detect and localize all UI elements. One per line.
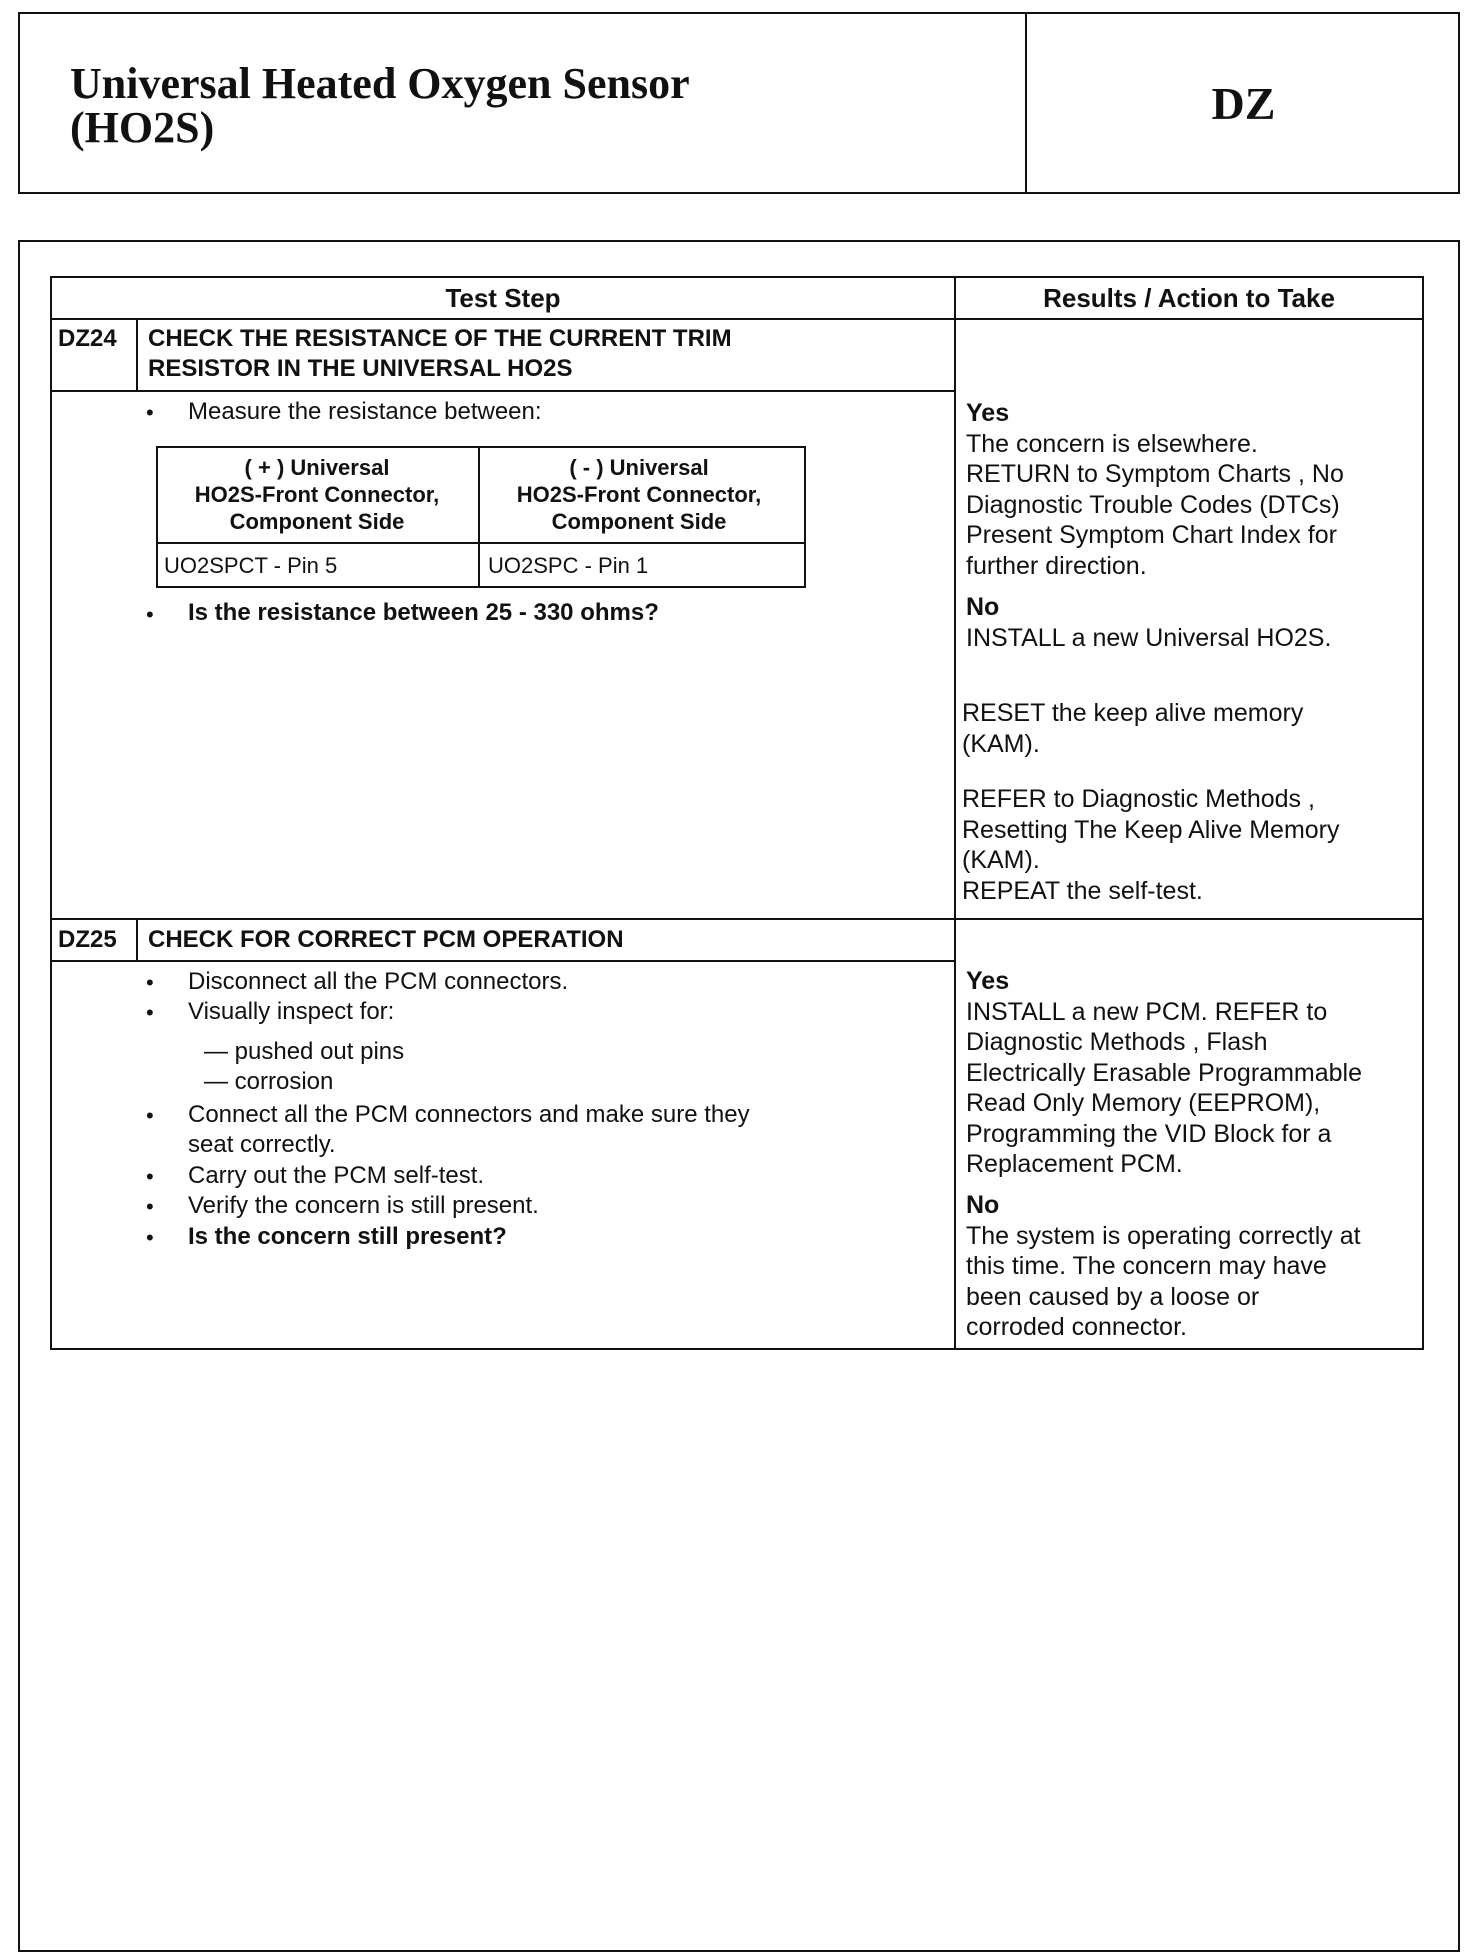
dz25-title: CHECK FOR CORRECT PCM OPERATION bbox=[148, 926, 624, 953]
dz24-no-result bbox=[966, 592, 1331, 653]
result-line: been caused by a loose or bbox=[966, 1282, 1260, 1311]
dz25-no-result bbox=[966, 1190, 1361, 1343]
measurement-value-positive: UO2SPCT - Pin 5 bbox=[164, 553, 338, 578]
dz25-sub2: — corrosion bbox=[204, 1068, 334, 1095]
dz25-bullet2: Visually inspect for: bbox=[188, 998, 395, 1025]
dz24-yes-label: Yes bbox=[966, 399, 1010, 427]
result-line: corroded connector. bbox=[966, 1313, 1187, 1341]
dz25-no-label: No bbox=[966, 1191, 1000, 1219]
result-line: Resetting The Keep Alive Memory bbox=[962, 815, 1340, 844]
step-id-dz25: DZ25 bbox=[58, 926, 117, 953]
bullet-icon: • bbox=[146, 1194, 154, 1219]
result-line: this time. The concern may have bbox=[966, 1252, 1327, 1280]
result-line: Present Symptom Chart Index for bbox=[966, 521, 1337, 549]
result-line: Programming the VID Block for a bbox=[966, 1119, 1332, 1148]
result-line: Diagnostic Trouble Codes (DTCs) bbox=[966, 490, 1340, 519]
dz24-refer-instruction bbox=[962, 784, 1340, 906]
neg-head-line2: HO2S-Front Connector, bbox=[516, 482, 762, 507]
dz25-bullet3-line2: seat correctly. bbox=[188, 1131, 336, 1158]
measurement-table bbox=[156, 446, 806, 588]
page-header bbox=[18, 12, 1460, 194]
dz24-yes-result bbox=[966, 398, 1344, 581]
bullet-icon: • bbox=[146, 400, 154, 425]
bullet-icon: • bbox=[146, 1103, 154, 1128]
dz25-question: Is the concern still present? bbox=[188, 1223, 507, 1250]
result-line: Read Only Memory (EEPROM), bbox=[966, 1089, 1321, 1117]
pos-head-line3: Component Side bbox=[229, 509, 405, 534]
table-left-border bbox=[50, 276, 52, 1350]
table-header-divider bbox=[50, 318, 1424, 320]
step-id-dz24: DZ24 bbox=[58, 325, 117, 352]
bullet-icon: • bbox=[146, 1000, 154, 1025]
step-divider bbox=[50, 918, 1424, 920]
pos-head-line2: HO2S-Front Connector, bbox=[194, 482, 440, 507]
result-line: (KAM). bbox=[962, 729, 1040, 758]
dz24-title-divider bbox=[50, 390, 956, 392]
dz24-instruction: Measure the resistance between: bbox=[188, 398, 542, 425]
dz25-sub1: — pushed out pins bbox=[204, 1038, 405, 1065]
table-column-divider bbox=[954, 276, 956, 1350]
neg-head-line1: ( - ) Universal bbox=[569, 455, 709, 480]
table-bottom-border bbox=[50, 1348, 1424, 1350]
document-title-line1: Universal Heated Oxygen Sensor bbox=[70, 59, 690, 108]
dz25-id-divider bbox=[136, 918, 138, 960]
result-line: The system is operating correctly at bbox=[966, 1221, 1361, 1250]
measurement-value-negative: UO2SPC - Pin 1 bbox=[488, 553, 649, 578]
table-right-border bbox=[1422, 276, 1424, 1350]
result-line: INSTALL a new PCM. REFER to bbox=[966, 997, 1328, 1026]
section-code: DZ bbox=[1211, 77, 1276, 129]
column-header-test-step: Test Step bbox=[445, 283, 561, 313]
dz24-title-line2: RESISTOR IN THE UNIVERSAL HO2S bbox=[148, 355, 573, 382]
result-line: RETURN to Symptom Charts , No bbox=[966, 460, 1344, 488]
result-line: REPEAT the self-test. bbox=[962, 876, 1203, 905]
dz24-no-label: No bbox=[966, 593, 1000, 621]
result-line: Replacement PCM. bbox=[966, 1150, 1183, 1178]
dz25-yes-label: Yes bbox=[966, 967, 1010, 995]
bullet-icon: • bbox=[146, 1225, 154, 1250]
result-line: (KAM). bbox=[962, 846, 1040, 874]
result-line: INSTALL a new Universal HO2S. bbox=[966, 623, 1332, 652]
dz25-bullet3-line1: Connect all the PCM connectors and make sure they bbox=[188, 1101, 750, 1128]
measurement-header-positive bbox=[158, 454, 476, 535]
result-line: further direction. bbox=[966, 551, 1147, 580]
measurement-row-divider bbox=[158, 542, 804, 544]
result-line: REFER to Diagnostic Methods , bbox=[962, 785, 1315, 813]
result-line: RESET the keep alive memory bbox=[962, 699, 1304, 727]
bullet-icon: • bbox=[146, 1164, 154, 1189]
document-title-line2: (HO2S) bbox=[70, 103, 215, 152]
document-title bbox=[70, 59, 990, 152]
dz25-bullet4: Carry out the PCM self-test. bbox=[188, 1162, 485, 1189]
dz25-title-divider bbox=[50, 960, 956, 962]
table-top-border bbox=[50, 276, 1424, 278]
result-line: Diagnostic Methods , Flash bbox=[966, 1028, 1268, 1056]
dz24-question: Is the resistance between 25 - 330 ohms? bbox=[188, 599, 659, 626]
neg-head-line3: Component Side bbox=[551, 509, 727, 534]
bullet-icon: • bbox=[146, 602, 154, 627]
dz24-title-line1: CHECK THE RESISTANCE OF THE CURRENT TRIM bbox=[148, 325, 732, 352]
column-header-results: Results / Action to Take bbox=[1043, 283, 1335, 313]
result-line: The concern is elsewhere. bbox=[966, 429, 1258, 458]
bullet-icon: • bbox=[146, 970, 154, 995]
result-line: Electrically Erasable Programmable bbox=[966, 1058, 1362, 1087]
dz25-bullet1: Disconnect all the PCM connectors. bbox=[188, 968, 569, 995]
pos-head-line1: ( + ) Universal bbox=[244, 455, 390, 480]
measurement-header-negative bbox=[480, 454, 798, 535]
dz25-yes-result bbox=[966, 966, 1362, 1180]
dz24-reset-instruction bbox=[962, 698, 1303, 759]
dz24-id-divider bbox=[136, 318, 138, 390]
dz25-bullet5: Verify the concern is still present. bbox=[188, 1192, 539, 1219]
